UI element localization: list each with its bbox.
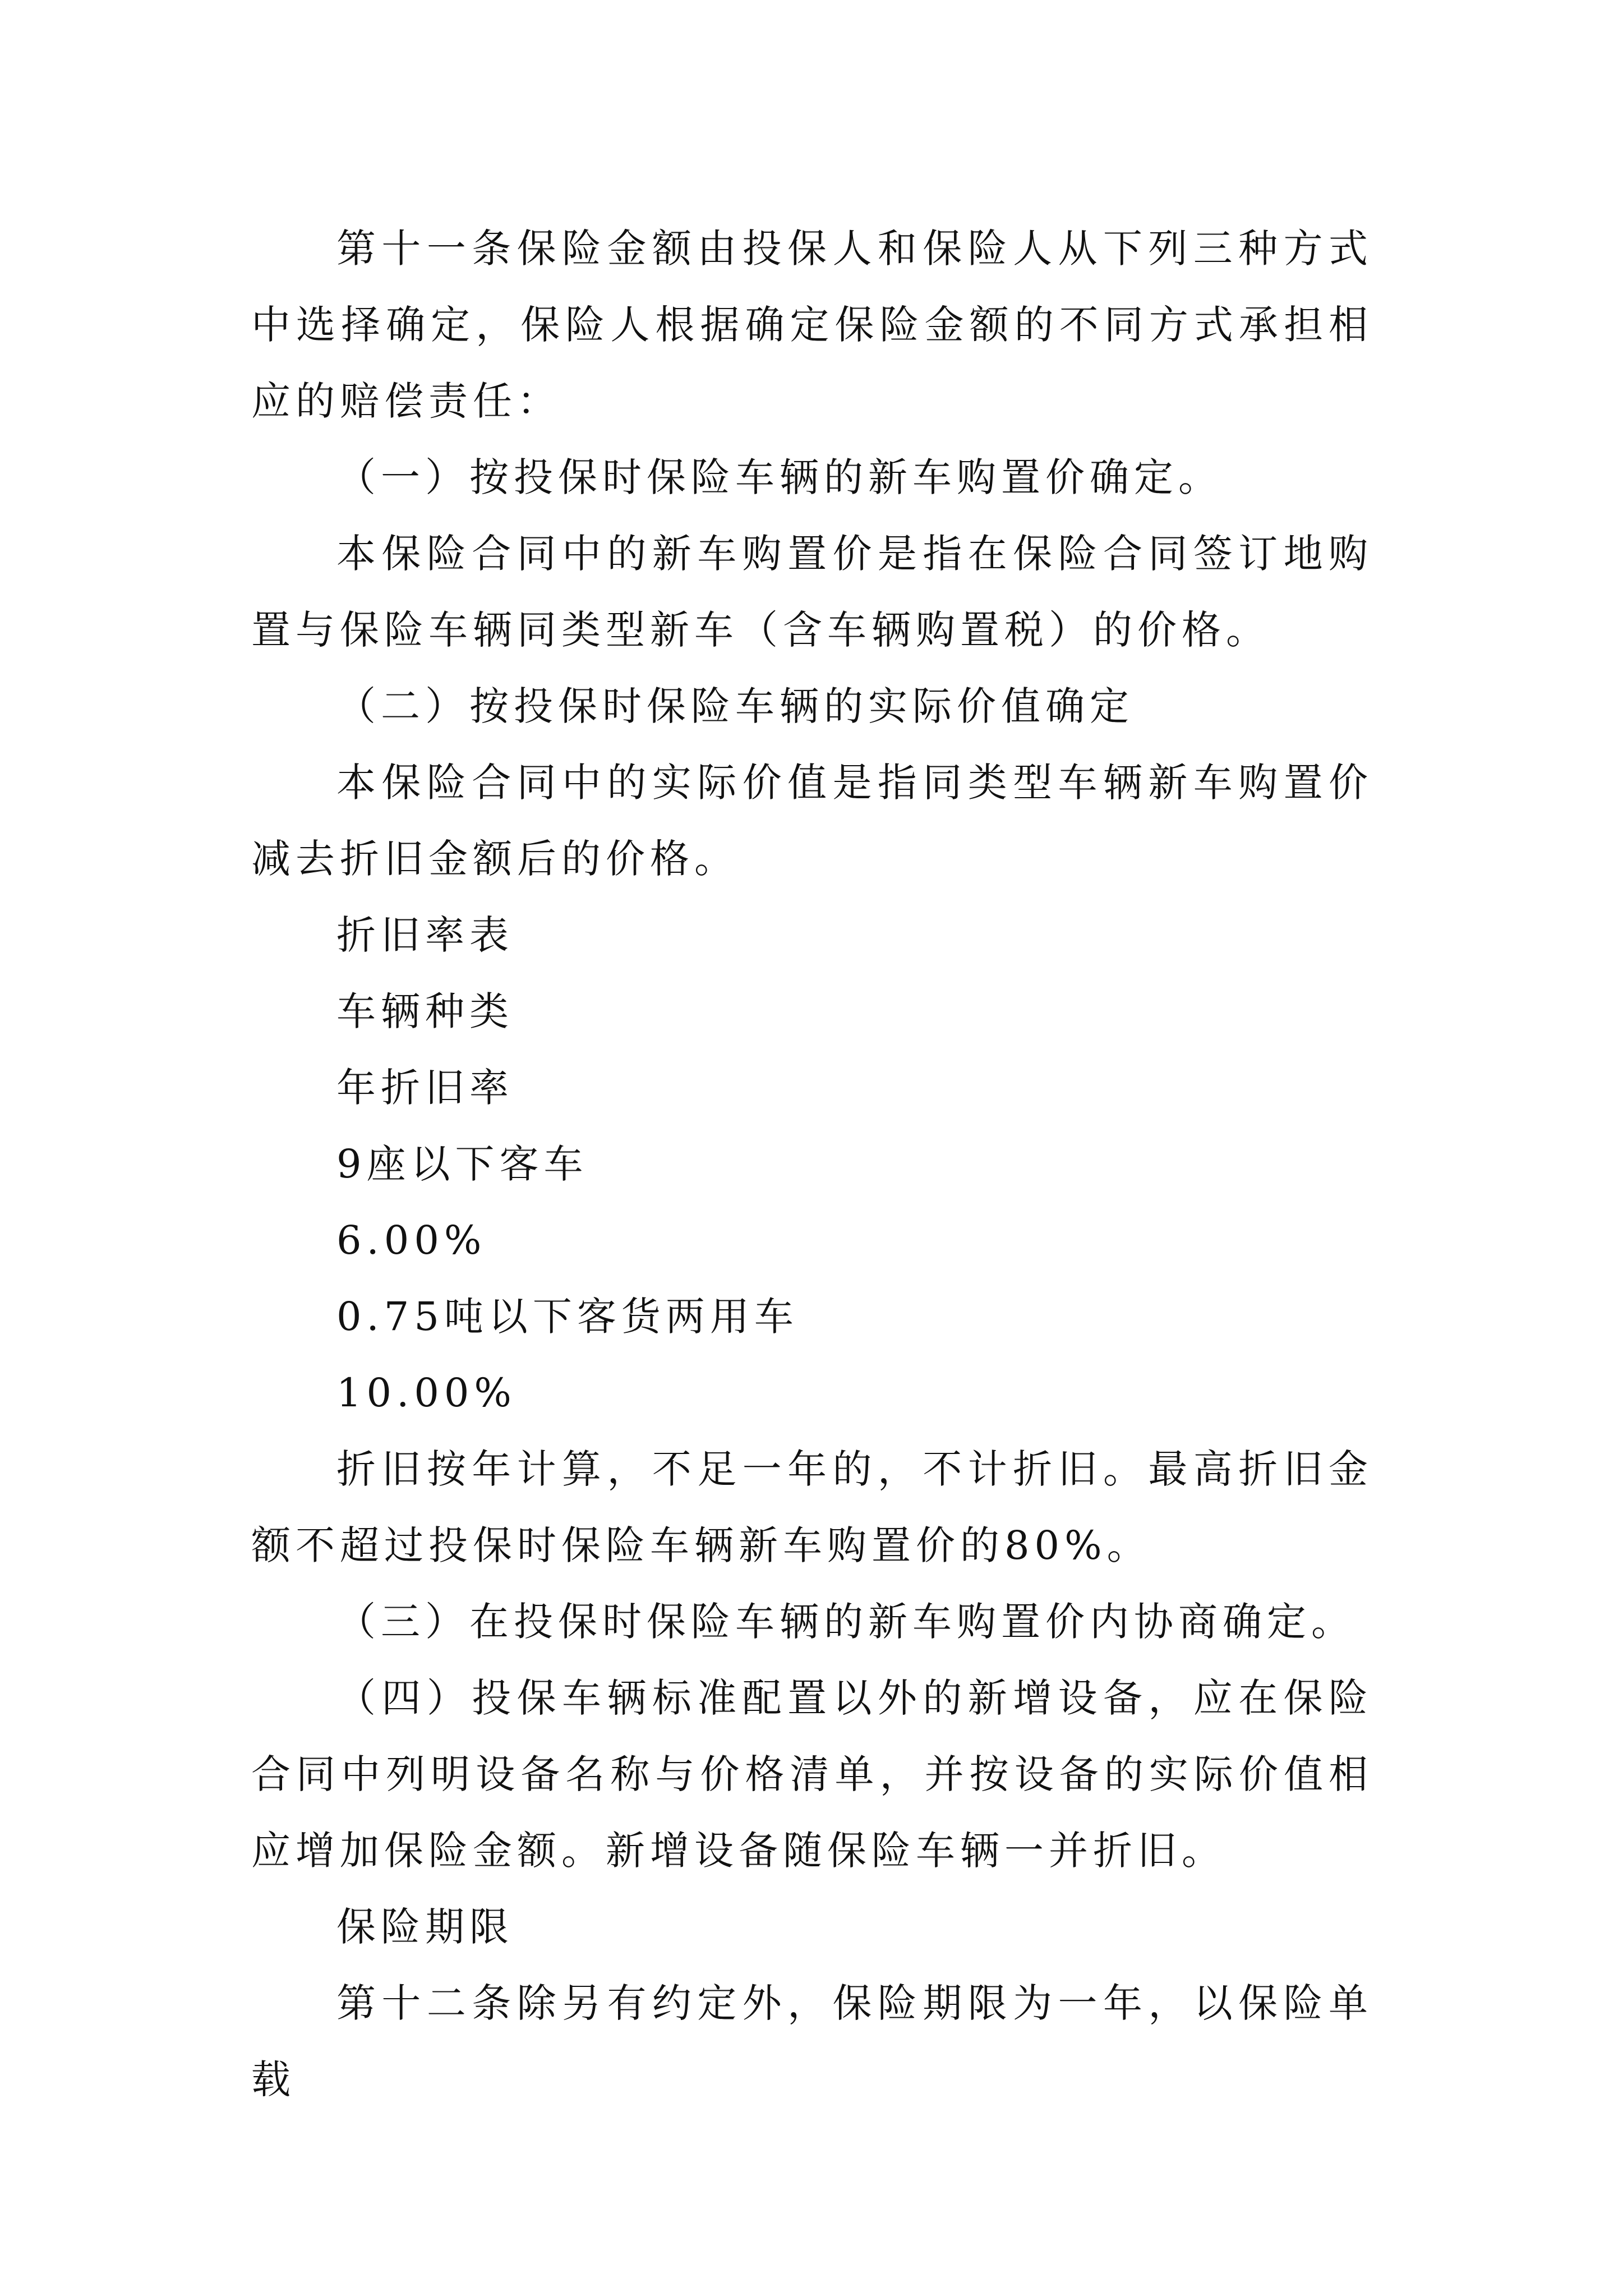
table-cell-passenger-car: 9座以下客车: [336, 1141, 588, 1187]
paragraph-item-3: （三）在投保时保险车辆的新车购置价内协商确定。: [336, 1599, 1355, 1645]
paragraph-depreciation-rule: 折旧按年计算，不足一年的，不计折旧。最高折旧金额不超过投保时保险车辆新车购置价的80%。: [251, 1446, 1373, 1568]
paragraph-item-1: （一）按投保时保险车辆的新车购置价确定。: [336, 454, 1223, 500]
section-heading-insurance-period: 保险期限: [336, 1904, 514, 1950]
paragraph-article-11: 第十一条保险金额由投保人和保险人从下列三种方式中选择确定，保险人根据确定保险金额的不同方式承担相应的赔偿责任：: [251, 226, 1373, 424]
table-cell-passenger-car-rate: 6.00%: [336, 1217, 487, 1263]
table-cell-dual-use-vehicle: 0.75吨以下客货两用车: [336, 1294, 799, 1340]
depreciation-table-title: 折旧率表: [336, 912, 514, 958]
paragraph-actual-value-definition: 本保险合同中的实际价值是指同类型车辆新车购置价减去折旧金额后的价格。: [251, 760, 1373, 882]
table-header-annual-rate: 年折旧率: [336, 1065, 514, 1111]
paragraph-new-car-price-definition: 本保险合同中的新车购置价是指在保险合同签订地购置与保险车辆同类型新车（含车辆购置税）的价格。: [251, 531, 1373, 653]
table-header-vehicle-type: 车辆种类: [336, 988, 514, 1034]
table-cell-dual-use-vehicle-rate: 10.00%: [336, 1370, 517, 1416]
paragraph-item-2: （二）按投保时保险车辆的实际价值确定: [336, 683, 1134, 729]
document-body: [251, 210, 1373, 2118]
paragraph-item-4: （四）投保车辆标准配置以外的新增设备，应在保险合同中列明设备名称与价格清单，并按设备的实际价值相应增加保险金额。新增设备随保险车辆一并折旧。: [251, 1675, 1373, 1874]
paragraph-article-12: 第十二条除另有约定外，保险期限为一年，以保险单载: [251, 1980, 1373, 2102]
